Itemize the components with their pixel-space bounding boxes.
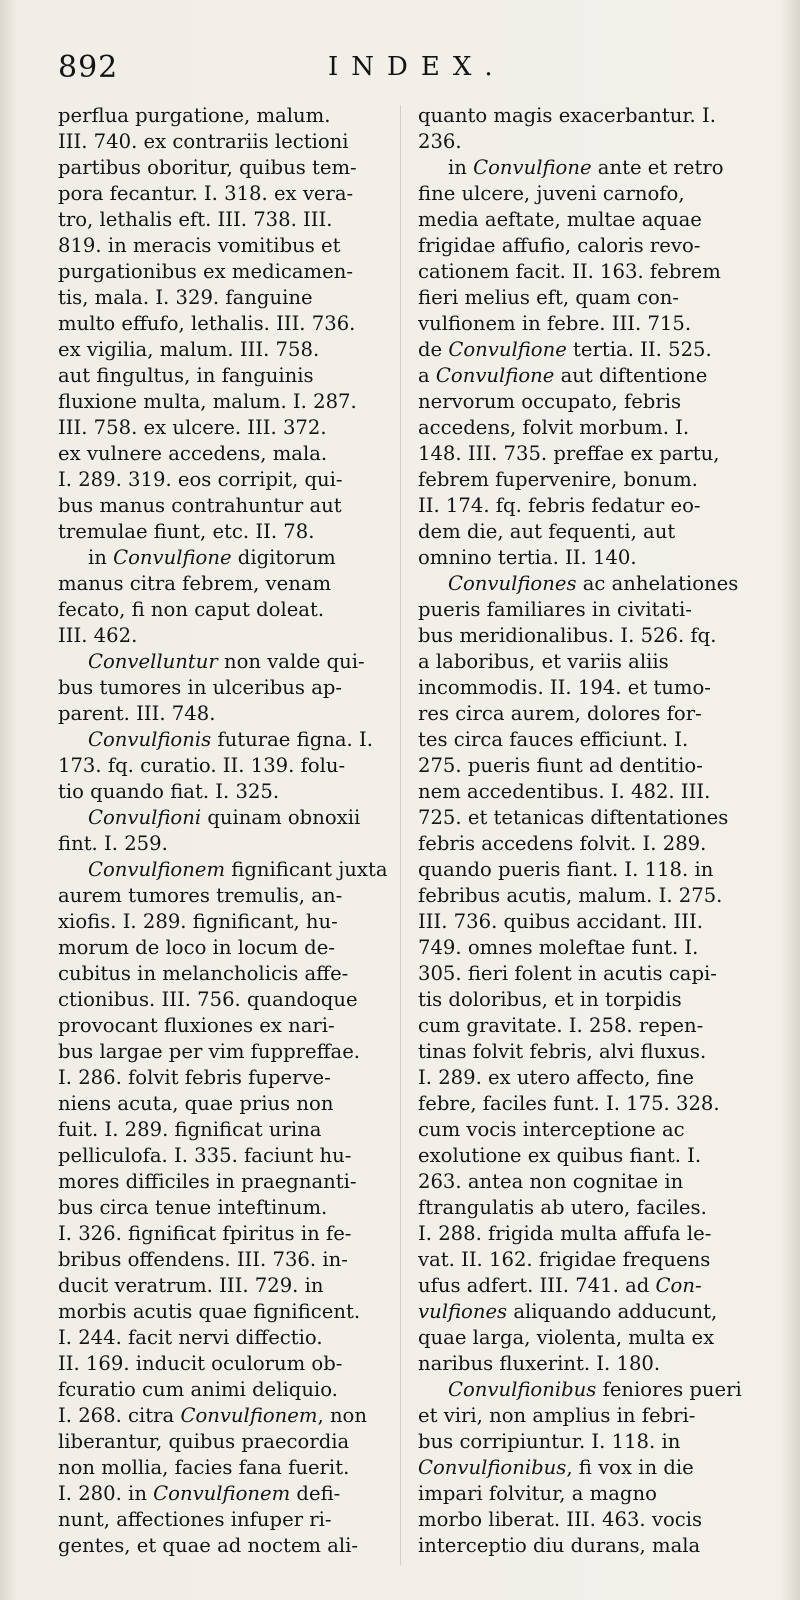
text-line: tis doloribus, et in torpidis [418,988,682,1011]
text-line: fint. I. 259. [58,832,168,855]
text-line: I. 288. frigida multa affufa le- [418,1222,712,1245]
text-line: naribus fluxerint. I. 180. [418,1352,661,1375]
text-line: multo effufo, lethalis. III. 736. [58,312,356,335]
text-line: I. 326. fignificat fpiritus in fe- [58,1222,352,1245]
text-line: res circa aurem, dolores for- [418,702,702,725]
text-line: a laboribus, et variis aliis [418,650,669,673]
text-line: I. 244. facit nervi diffectio. [58,1326,323,1349]
text-line: II. 174. fq. febris fedatur eo- [418,494,701,517]
text-line: Convulfioni quinam obnoxii [88,806,361,829]
running-head [0,44,800,92]
text-line: 148. III. 735. preffae ex partu, [418,442,720,465]
text-line: 263. antea non cognitae in [418,1170,684,1193]
text-line: dem die, aut fequenti, aut [418,520,676,543]
text-line: fecato, fi non caput doleat. [58,598,325,621]
text-line: bus manus contrahuntur aut [58,494,342,517]
left-text-column [58,103,394,1559]
text-line: febrem fupervenire, bonum. [418,468,698,491]
text-line: Convulfionibus feniores pueri [448,1378,742,1401]
text-line: morbo liberat. III. 463. vocis [418,1508,703,1531]
text-line: et viri, non amplius in febri- [418,1404,696,1427]
text-line: tinas folvit febris, alvi fluxus. [418,1040,707,1063]
index-heading: INDEX. [328,52,506,82]
text-line: pora fecantur. I. 318. ex vera- [58,182,354,205]
text-line: bus tumores in ulceribus ap- [58,676,343,699]
text-line: perflua purgatione, malum. [58,104,331,127]
text-line: media aeftate, multae aquae [418,208,702,231]
text-line: liberantur, quibus praecordia [58,1430,350,1453]
text-line: bus circa tenue inteftinum. [58,1196,328,1219]
text-line: Convelluntur non valde qui- [88,650,365,673]
text-line: pelliculofa. I. 335. faciunt hu- [58,1144,352,1167]
text-line: ctionibus. III. 756. quandoque [58,988,358,1011]
text-line: fluxione multa, malum. I. 287. [58,390,357,413]
text-line: I. 289. 319. eos corripit, qui- [58,468,343,491]
text-line: interceptio diu durans, mala [418,1534,701,1557]
text-line: de Convulfione tertia. II. 525. [418,338,712,361]
text-line: tro, lethalis eft. III. 738. III. [58,208,333,231]
text-line: 819. in meracis vomitibus et [58,234,341,257]
text-line: I. 268. citra Convulfionem, non [58,1404,367,1427]
text-line: I. 289. ex utero affecto, fine [418,1066,694,1089]
text-line: vat. II. 162. frigidae frequens [418,1248,711,1271]
text-line: III. 758. ex ulcere. III. 372. [58,416,327,439]
text-line: xiofis. I. 289. fignificant, hu- [58,910,338,933]
text-line: tis, mala. I. 329. fanguine [58,286,313,309]
text-line: provocant fluxiones ex nari- [58,1014,335,1037]
text-line: I. 280. in Convulfionem defi- [58,1482,341,1505]
text-line: non mollia, facies fana fuerit. [58,1456,350,1479]
text-line: ftrangulatis ab utero, faciles. [418,1196,707,1219]
text-line: frigidae affufio, caloris revo- [418,234,701,257]
text-line: quae larga, violenta, multa ex [418,1326,715,1349]
text-line: impari folvitur, a magno [418,1482,657,1505]
text-line: III. 736. quibus accidant. III. [418,910,703,933]
text-line: Convulfionem fignificant juxta [88,858,388,881]
text-line: fcuratio cum animi deliquio. [58,1378,338,1401]
text-line: Convulfiones ac anhelationes [448,572,739,595]
text-line: 236. [418,130,462,153]
text-line: parent. III. 748. [58,702,216,725]
text-line: mores difficiles in praegnanti- [58,1170,357,1193]
text-line: tio quando fiat. I. 325. [58,780,280,803]
text-line: ducit veratrum. III. 729. in [58,1274,324,1297]
text-line: bus meridionalibus. I. 526. fq. [418,624,717,647]
text-line: fieri melius eft, quam con- [418,286,679,309]
column-gutter [400,105,401,1565]
text-line: purgationibus ex medicamen- [58,260,353,283]
text-line: Convulfionibus, fi vox in die [418,1456,694,1479]
text-line: bus corripiuntur. I. 118. in [418,1430,681,1453]
text-line: 749. omnes moleftae funt. I. [418,936,699,959]
text-line: accedens, folvit morbum. I. [418,416,690,439]
text-line: Convulfionis futurae figna. I. [88,728,373,751]
text-line: quanto magis exacerbantur. I. [418,104,716,127]
right-text-column [418,103,754,1559]
text-line: fine ulcere, juveni carnofo, [418,182,685,205]
text-line: gentes, et quae ad noctem ali- [58,1534,359,1557]
text-line: aut fingultus, in fanguinis [58,364,314,387]
text-line: partibus oboritur, quibus tem- [58,156,357,179]
text-line: ufus adfert. III. 741. ad Con- [418,1274,702,1297]
text-line: 725. et tetanicas diftentationes [418,806,729,829]
text-line: I. 286. folvit febris fuperve- [58,1066,331,1089]
text-line: a Convulfione aut diftentione [418,364,708,387]
text-line: incommodis. II. 194. et tumo- [418,676,711,699]
text-line: cubitus in melancholicis affe- [58,962,349,985]
text-line: II. 169. inducit oculorum ob- [58,1352,343,1375]
text-line: nem accedentibus. I. 482. III. [418,780,711,803]
text-line: vulfionem in febre. III. 715. [418,312,692,335]
text-line: bus largae per vim fuppreffae. [58,1040,361,1063]
text-line: quando pueris fiant. I. 118. in [418,858,714,881]
text-line: febribus acutis, malum. I. 275. [418,884,723,907]
text-line: omnino tertia. II. 140. [418,546,637,569]
text-line: cationem facit. II. 163. febrem [418,260,721,283]
text-line: febre, faciles funt. I. 175. 328. [418,1092,720,1115]
text-line: in Convulfione ante et retro [448,156,724,179]
text-line: cum gravitate. I. 258. repen- [418,1014,704,1037]
text-line: morum de loco in locum de- [58,936,335,959]
text-line: nunt, affectiones infuper ri- [58,1508,332,1531]
text-line: in Convulfione digitorum [88,546,336,569]
text-line: nervorum occupato, febris [418,390,682,413]
text-line: pueris familiares in civitati- [418,598,692,621]
text-line: tes circa fauces efficiunt. I. [418,728,689,751]
text-line: ex vigilia, malum. III. 758. [58,338,320,361]
text-line: morbis acutis quae fignificent. [58,1300,361,1323]
text-line: fuit. I. 289. fignificat urina [58,1118,322,1141]
text-line: tremulae fiunt, etc. II. 78. [58,520,315,543]
text-line: 173. fq. curatio. II. 139. folu- [58,754,346,777]
text-line: III. 462. [58,624,138,647]
text-line: 275. pueris fiunt ad dentitio- [418,754,703,777]
text-line: febris accedens folvit. I. 289. [418,832,707,855]
text-line: bribus offendens. III. 736. in- [58,1248,348,1271]
page-number: 892 [58,50,119,85]
text-line: exolutione ex quibus fiant. I. [418,1144,702,1167]
text-line: cum vocis interceptione ac [418,1118,685,1141]
text-line: manus citra febrem, venam [58,572,332,595]
text-line: vulfiones aliquando adducunt, [418,1300,718,1323]
text-line: III. 740. ex contrariis lectioni [58,130,349,153]
text-line: 305. fieri folent in acutis capi- [418,962,717,985]
text-line: niens acuta, quae prius non [58,1092,334,1115]
text-line: aurem tumores tremulis, an- [58,884,343,907]
text-line: ex vulnere accedens, mala. [58,442,328,465]
